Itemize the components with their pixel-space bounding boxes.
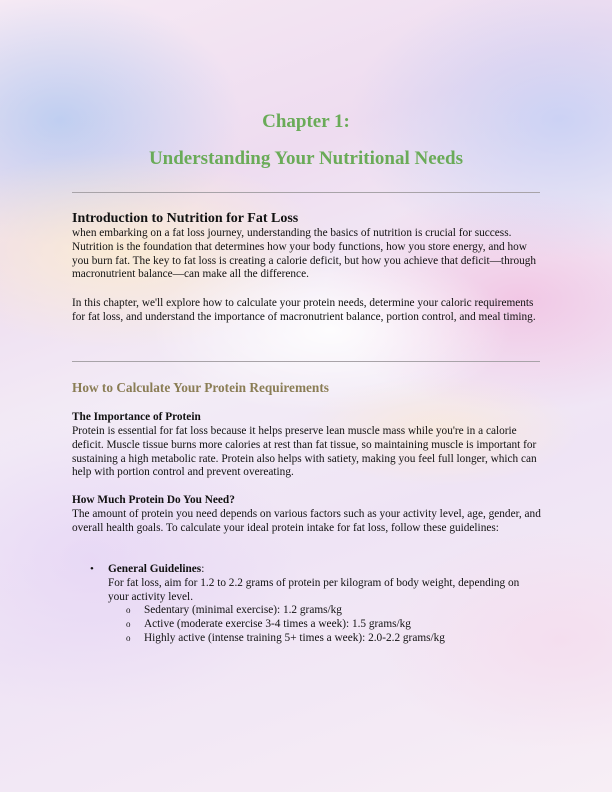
sub-bullet-icon: o: [126, 618, 131, 629]
guidelines-label-colon: :: [201, 563, 205, 575]
list-item: [126, 618, 445, 632]
list-item-text: Sedentary (minimal exercise): 1.2 grams/kg: [144, 604, 342, 616]
guidelines-text: For fat loss, aim for 1.2 to 2.2 grams of protein per kilogram of body weight, depending on your activity level.: [108, 577, 520, 603]
intro-paragraph-2: In this chapter, we'll explore how to calculate your protein needs, determine your caloric requirements for fat loss, and understand the importance of macronutrient balance, portion control, and meal timing.: [72, 297, 536, 323]
chapter-number: Chapter 1:: [262, 111, 350, 132]
guidelines-heading: [108, 563, 204, 577]
horizontal-rule: [72, 361, 540, 362]
sub-bullet-icon: o: [126, 605, 131, 615]
sub-bullet-icon: o: [126, 632, 131, 643]
list-item: [126, 604, 445, 618]
how-much-paragraph: The amount of protein you need depends on various factors such as your activity level, age, gender, and overall health goals. To calculate your ideal protein intake for fat loss, follow these guidelines:: [72, 508, 541, 534]
list-item-text: Highly active (intense training 5+ times a week): 2.0-2.2 grams/kg: [144, 631, 445, 644]
list-item: [126, 632, 445, 646]
activity-level-list: [126, 604, 445, 645]
bullet-icon: •: [90, 563, 94, 575]
chapter-title: Understanding Your Nutritional Needs: [148, 148, 464, 169]
guidelines-label: General Guidelines: [108, 563, 202, 575]
importance-heading: The Importance of Protein: [72, 411, 201, 423]
intro-heading: Introduction to Nutrition for Fat Loss: [72, 211, 299, 226]
importance-paragraph: Protein is essential for fat loss because it helps preserve lean muscle mass while you're in a calorie deficit. Muscle tissue burns more calories at rest than fat tissue, so maintaining muscle is important for sustaining a high metabolic rate. Protein also helps with satiety, making you feel full longer, which can help with portion control and prevent overeating.: [72, 425, 537, 479]
list-item-text: Active (moderate exercise 3-4 times a week): 1.5 grams/kg: [144, 617, 411, 630]
how-much-heading: How Much Protein Do You Need?: [72, 494, 235, 506]
section-heading: How to Calculate Your Protein Requirements: [72, 380, 329, 395]
intro-paragraph-1: when embarking on a fat loss journey, understanding the basics of nutrition is crucial for success. Nutrition is the foundation that determines how your body functions, how you store energy, and how you burn fat. The key to fat loss is creating a calorie deficit, but how you achieve that deficit—through macronutrient balance—can make all the difference.: [72, 227, 537, 281]
horizontal-rule: [72, 192, 540, 193]
